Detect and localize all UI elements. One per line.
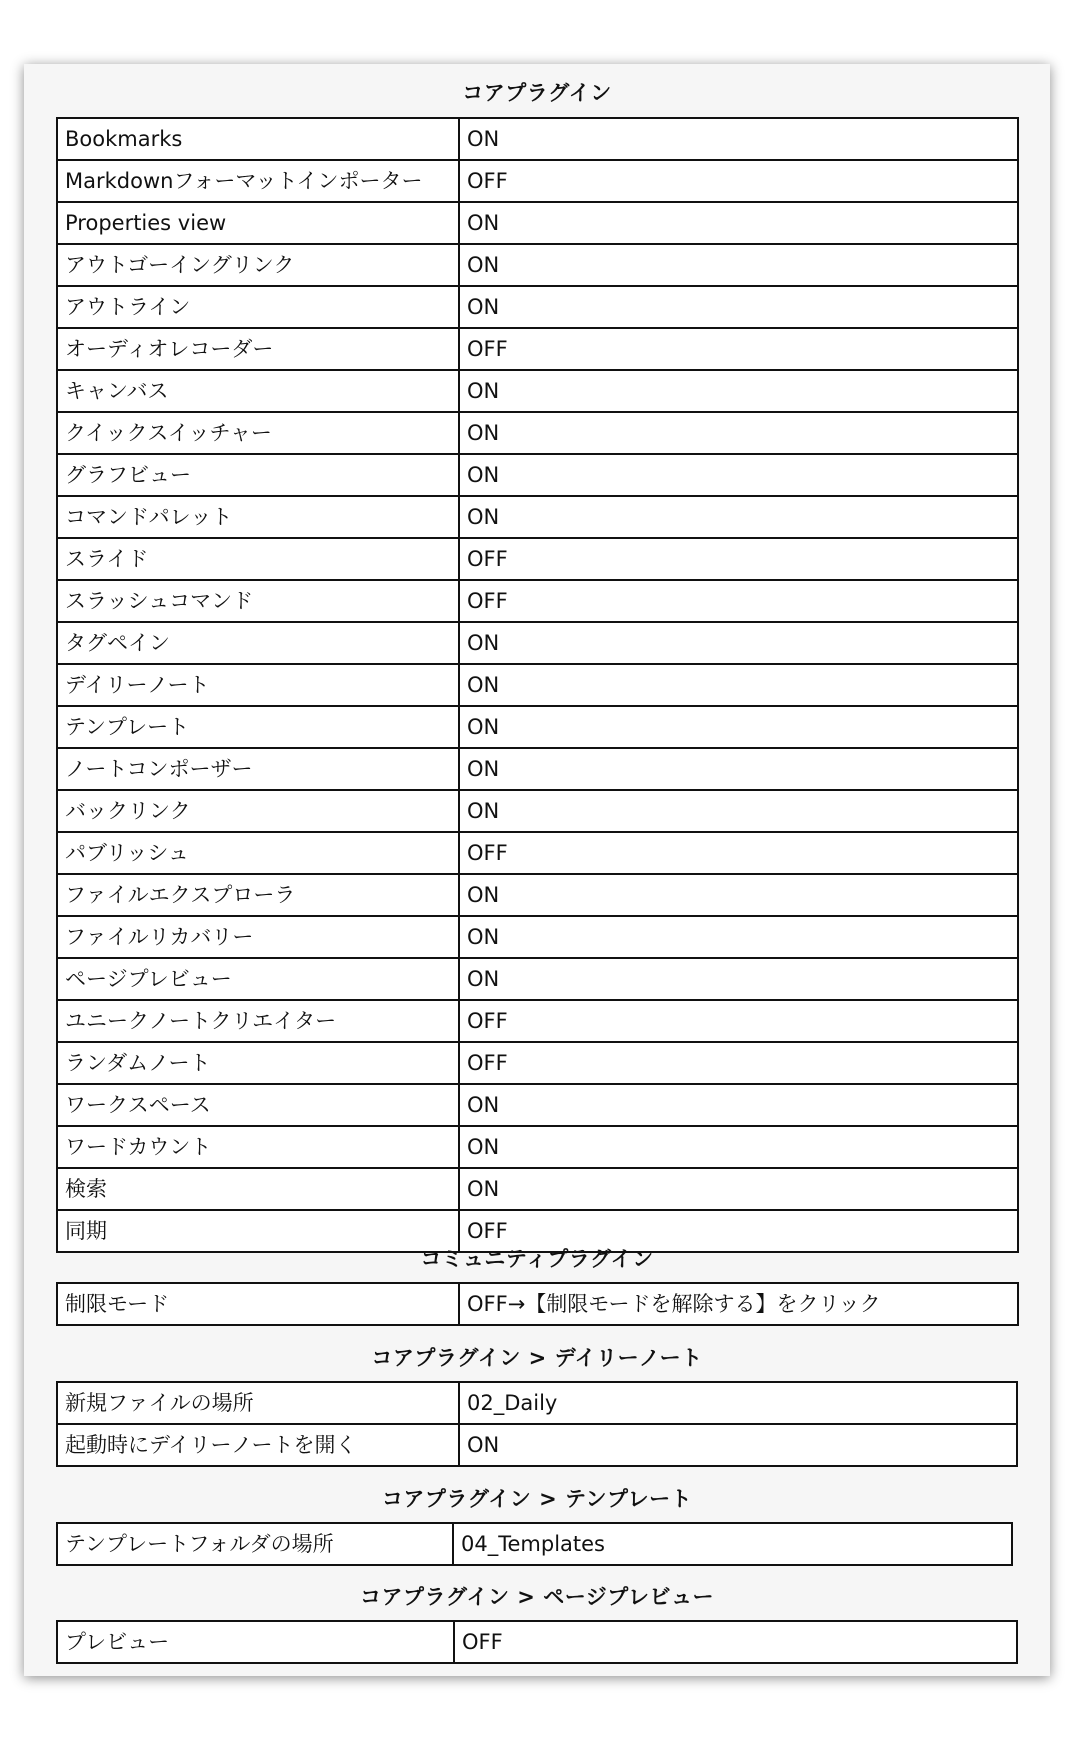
table-row: [57, 202, 1018, 244]
setting-name: コマンドパレット: [57, 496, 459, 538]
setting-name: テンプレートフォルダの場所: [57, 1523, 453, 1565]
setting-name: ファイルリカバリー: [57, 916, 459, 958]
setting-name: ユニークノートクリエイター: [57, 1000, 459, 1042]
table-row: [57, 580, 1018, 622]
setting-value: ON: [459, 748, 1018, 790]
setting-value: ON: [459, 454, 1018, 496]
setting-name: キャンバス: [57, 370, 459, 412]
section-title-page-preview: コアプラグイン > ページプレビュー: [360, 1585, 714, 1609]
setting-value: ON: [459, 706, 1018, 748]
setting-name: ランダムノート: [57, 1042, 459, 1084]
setting-name: 制限モード: [57, 1283, 459, 1325]
table-row: [57, 622, 1018, 664]
setting-name: クイックスイッチャー: [57, 412, 459, 454]
setting-value: ON: [459, 202, 1018, 244]
setting-value: ON: [459, 496, 1018, 538]
setting-value: ON: [459, 1084, 1018, 1126]
table-row: [57, 1424, 1017, 1466]
setting-value: OFF: [459, 1042, 1018, 1084]
setting-name: ファイルエクスプローラ: [57, 874, 459, 916]
setting-value: ON: [459, 622, 1018, 664]
setting-value: OFF: [459, 328, 1018, 370]
setting-value: ON: [459, 286, 1018, 328]
setting-value: 02_Daily: [459, 1382, 1017, 1424]
table-row: [57, 916, 1018, 958]
table-row: [57, 1042, 1018, 1084]
setting-name: ワークスペース: [57, 1084, 459, 1126]
setting-name: バックリンク: [57, 790, 459, 832]
table-row: [57, 1283, 1018, 1325]
table-row: [57, 790, 1018, 832]
setting-value: ON: [459, 244, 1018, 286]
setting-name: ノートコンポーザー: [57, 748, 459, 790]
table-row: [57, 832, 1018, 874]
setting-name: アウトゴーイングリンク: [57, 244, 459, 286]
setting-value: ON: [459, 1126, 1018, 1168]
settings-document: [24, 64, 1050, 1676]
section-title-core-plugins: コアプラグイン: [462, 81, 612, 105]
table-core-plugins: [56, 117, 1019, 1253]
section-title-community-plugins: コミュニティプラグイン: [420, 1247, 654, 1271]
table-daily-notes: [56, 1381, 1018, 1467]
table-row: [57, 748, 1018, 790]
setting-name: 同期: [57, 1210, 459, 1252]
setting-name: テンプレート: [57, 706, 459, 748]
setting-value: ON: [459, 370, 1018, 412]
setting-name: 検索: [57, 1168, 459, 1210]
table-row: [57, 496, 1018, 538]
table-row: [57, 664, 1018, 706]
setting-value: OFF: [459, 160, 1018, 202]
table-row: [57, 244, 1018, 286]
table-templates: [56, 1522, 1013, 1566]
setting-value: ON: [459, 412, 1018, 454]
setting-name: オーディオレコーダー: [57, 328, 459, 370]
setting-name: 起動時にデイリーノートを開く: [57, 1424, 459, 1466]
table-row: [57, 1084, 1018, 1126]
table-row: [57, 412, 1018, 454]
setting-name: ページプレビュー: [57, 958, 459, 1000]
setting-value: ON: [459, 118, 1018, 160]
setting-name: アウトライン: [57, 286, 459, 328]
table-row: [57, 538, 1018, 580]
setting-name: Bookmarks: [57, 118, 459, 160]
setting-value: ON: [459, 664, 1018, 706]
setting-value: ON: [459, 1424, 1017, 1466]
table-page-preview: [56, 1620, 1018, 1664]
table-row: [57, 160, 1018, 202]
setting-name: スライド: [57, 538, 459, 580]
setting-value: OFF: [459, 580, 1018, 622]
setting-value: ON: [459, 790, 1018, 832]
setting-name: グラフビュー: [57, 454, 459, 496]
table-row: [57, 958, 1018, 1000]
setting-name: スラッシュコマンド: [57, 580, 459, 622]
setting-name: デイリーノート: [57, 664, 459, 706]
table-row: [57, 1523, 1012, 1565]
setting-name: Markdownフォーマットインポーター: [57, 160, 459, 202]
table-row: [57, 1126, 1018, 1168]
setting-name: タグペイン: [57, 622, 459, 664]
table-row: [57, 874, 1018, 916]
setting-value: ON: [459, 916, 1018, 958]
setting-value: OFF: [459, 1210, 1018, 1252]
table-row: [57, 1382, 1017, 1424]
setting-name: パブリッシュ: [57, 832, 459, 874]
setting-name: 新規ファイルの場所: [57, 1382, 459, 1424]
table-row: [57, 1168, 1018, 1210]
setting-value: OFF: [459, 1000, 1018, 1042]
table-row: [57, 328, 1018, 370]
table-row: [57, 118, 1018, 160]
setting-value: ON: [459, 1168, 1018, 1210]
table-row: [57, 454, 1018, 496]
setting-value: OFF: [459, 538, 1018, 580]
setting-name: Properties view: [57, 202, 459, 244]
table-row: [57, 1000, 1018, 1042]
table-row: [57, 370, 1018, 412]
table-row: [57, 706, 1018, 748]
table-community-plugins: [56, 1282, 1019, 1326]
setting-value: 04_Templates: [453, 1523, 1012, 1565]
setting-name: ワードカウント: [57, 1126, 459, 1168]
section-title-templates: コアプラグイン > テンプレート: [381, 1487, 693, 1511]
table-row: [57, 286, 1018, 328]
table-row: [57, 1621, 1017, 1663]
setting-value: OFF: [459, 832, 1018, 874]
setting-value: ON: [459, 874, 1018, 916]
setting-name: プレビュー: [57, 1621, 454, 1663]
section-title-daily-notes: コアプラグイン > デイリーノート: [371, 1346, 703, 1370]
setting-value: OFF: [454, 1621, 1017, 1663]
setting-value: ON: [459, 958, 1018, 1000]
setting-value: OFF→【制限モードを解除する】をクリック: [459, 1283, 1018, 1325]
